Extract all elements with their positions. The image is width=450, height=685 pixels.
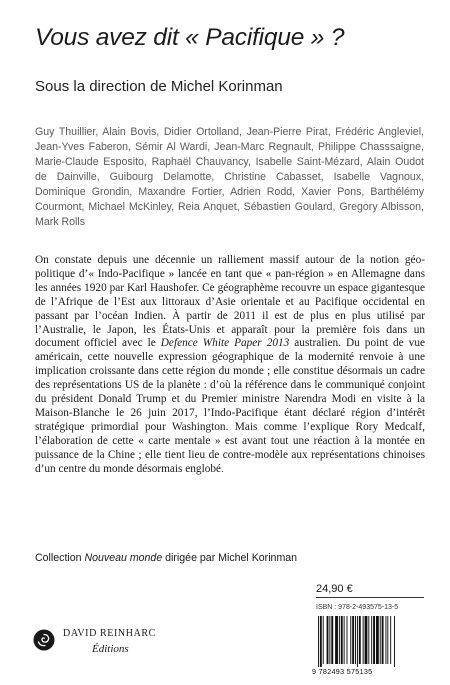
price-divider bbox=[316, 597, 424, 598]
barcode-bar bbox=[341, 616, 343, 664]
collection-line bbox=[35, 552, 297, 564]
barcode-bar bbox=[390, 616, 391, 664]
barcode-bar bbox=[352, 616, 354, 664]
blurb-italic-title: Defence White Paper 2013 bbox=[160, 337, 290, 350]
barcode-number: 9 782493 575135 bbox=[312, 667, 373, 676]
barcode-bar bbox=[365, 616, 368, 664]
barcode-bar bbox=[371, 616, 372, 664]
contributors-list: Guy Thuillier, Alain Bovis, Didier Ortolland, Jean-Pierre Pirat, Frédéric Angleviel, Jean-Yves Faberon, Sémir Al Wardi, Jean-Marc Regnault, Philippe Chasssaigne, Marie-Claude Esposito, Raphaël Chauvancy, Isabelle Saint-Mézard, Alain Oudot de Dainville, Guibourg Delamotte, Christine Cabasset, Isabelle Vagnoux, Dominique Grondin, Maxandre Fortier, Adrien Rodd, Xavier Pons, Barthélémy Courmont, Michael McKinley, Reia Anquet, Sébastien Goulard, Gregory Albisson, Mark Rolls bbox=[35, 126, 424, 228]
publisher-subtitle: Éditions bbox=[92, 643, 129, 655]
barcode-bar bbox=[380, 616, 381, 664]
barcode-bar bbox=[394, 616, 395, 667]
barcode-bar bbox=[387, 616, 388, 664]
isbn-label: ISBN : 978-2-493575-13-5 bbox=[316, 604, 399, 611]
barcode-bar bbox=[347, 616, 348, 664]
barcode-bars bbox=[318, 616, 395, 667]
barcode-bar bbox=[318, 616, 319, 667]
barcode-bar bbox=[331, 616, 333, 664]
barcode-bar bbox=[376, 616, 379, 664]
barcode-bar bbox=[385, 616, 386, 664]
spiral-logo-icon bbox=[33, 629, 55, 651]
barcode-bar bbox=[344, 616, 345, 664]
barcode-bar bbox=[350, 616, 351, 664]
barcode-bar bbox=[323, 616, 324, 664]
blurb-part-1: On constate depuis une décennie un ralliement massif autour de la notion géo-politique d’« Indo-Pacifique » lancée en tant que « pan-région » en Allemagne dans les années 1920 par Karl Haushofer. Ce géographème recouvre un espace gigantesque de l’Afrique de l’Est aux littoraux d’Asie orientale et au Pacifique occidental en passant par l’océan Indien. À partir de 2011 il est de plus en plus utilisé par l’Australie, le Japon, les États-Unis et apparaît pour la première fois dans un document officiel avec le bbox=[35, 254, 425, 350]
barcode-bar bbox=[339, 616, 340, 664]
barcode-bar bbox=[327, 616, 329, 664]
barcode-bar bbox=[359, 616, 361, 664]
barcode-bar bbox=[363, 616, 364, 664]
barcode-bar bbox=[355, 616, 356, 664]
barcode-bar bbox=[382, 616, 384, 664]
barcode-bar bbox=[320, 616, 322, 667]
price-label: 24,90 € bbox=[316, 583, 353, 595]
collection-name: Nouveau monde bbox=[84, 552, 163, 564]
blurb-paragraph bbox=[35, 254, 425, 477]
barcode-bar bbox=[357, 616, 358, 667]
barcode-bar bbox=[335, 616, 338, 664]
collection-prefix: Collection bbox=[35, 552, 85, 564]
barcode-bar bbox=[329, 616, 330, 664]
book-title: Vous avez dit « Pacifique » ? bbox=[35, 24, 345, 51]
book-subtitle: Sous la direction de Michel Korinman bbox=[35, 78, 283, 95]
publisher-name: DAVID REINHARC bbox=[63, 628, 156, 639]
blurb-part-2: australien. Du point de vue américain, cette nouvelle expression géographique de la modernité renvoie à une implication croissante dans cette région du monde ; elle constitue désormais un cadre des représentations US de la planète : d’où la référence dans le communiqué conjoint du président Donald Trump et du Premier ministre Narendra Modi en visite à la Maison-Blanche le 26 juin 2017, l’Indo-Pacifique étant déclaré région d’intérêt stratégique primordial pour Washington. Mais comme l’explique Rory Medcalf, l’élaboration de cette « carte mentale » est avant tout une réaction à la montée en puissance de la Chine ; elle tient lieu de contre-modèle aux représentations chinoises d’un centre du monde désormais englobé. bbox=[35, 337, 425, 475]
barcode-bar bbox=[373, 616, 375, 664]
barcode bbox=[310, 614, 426, 676]
barcode-bar bbox=[368, 616, 369, 664]
collection-suffix: dirigée par Michel Korinman bbox=[162, 552, 298, 564]
